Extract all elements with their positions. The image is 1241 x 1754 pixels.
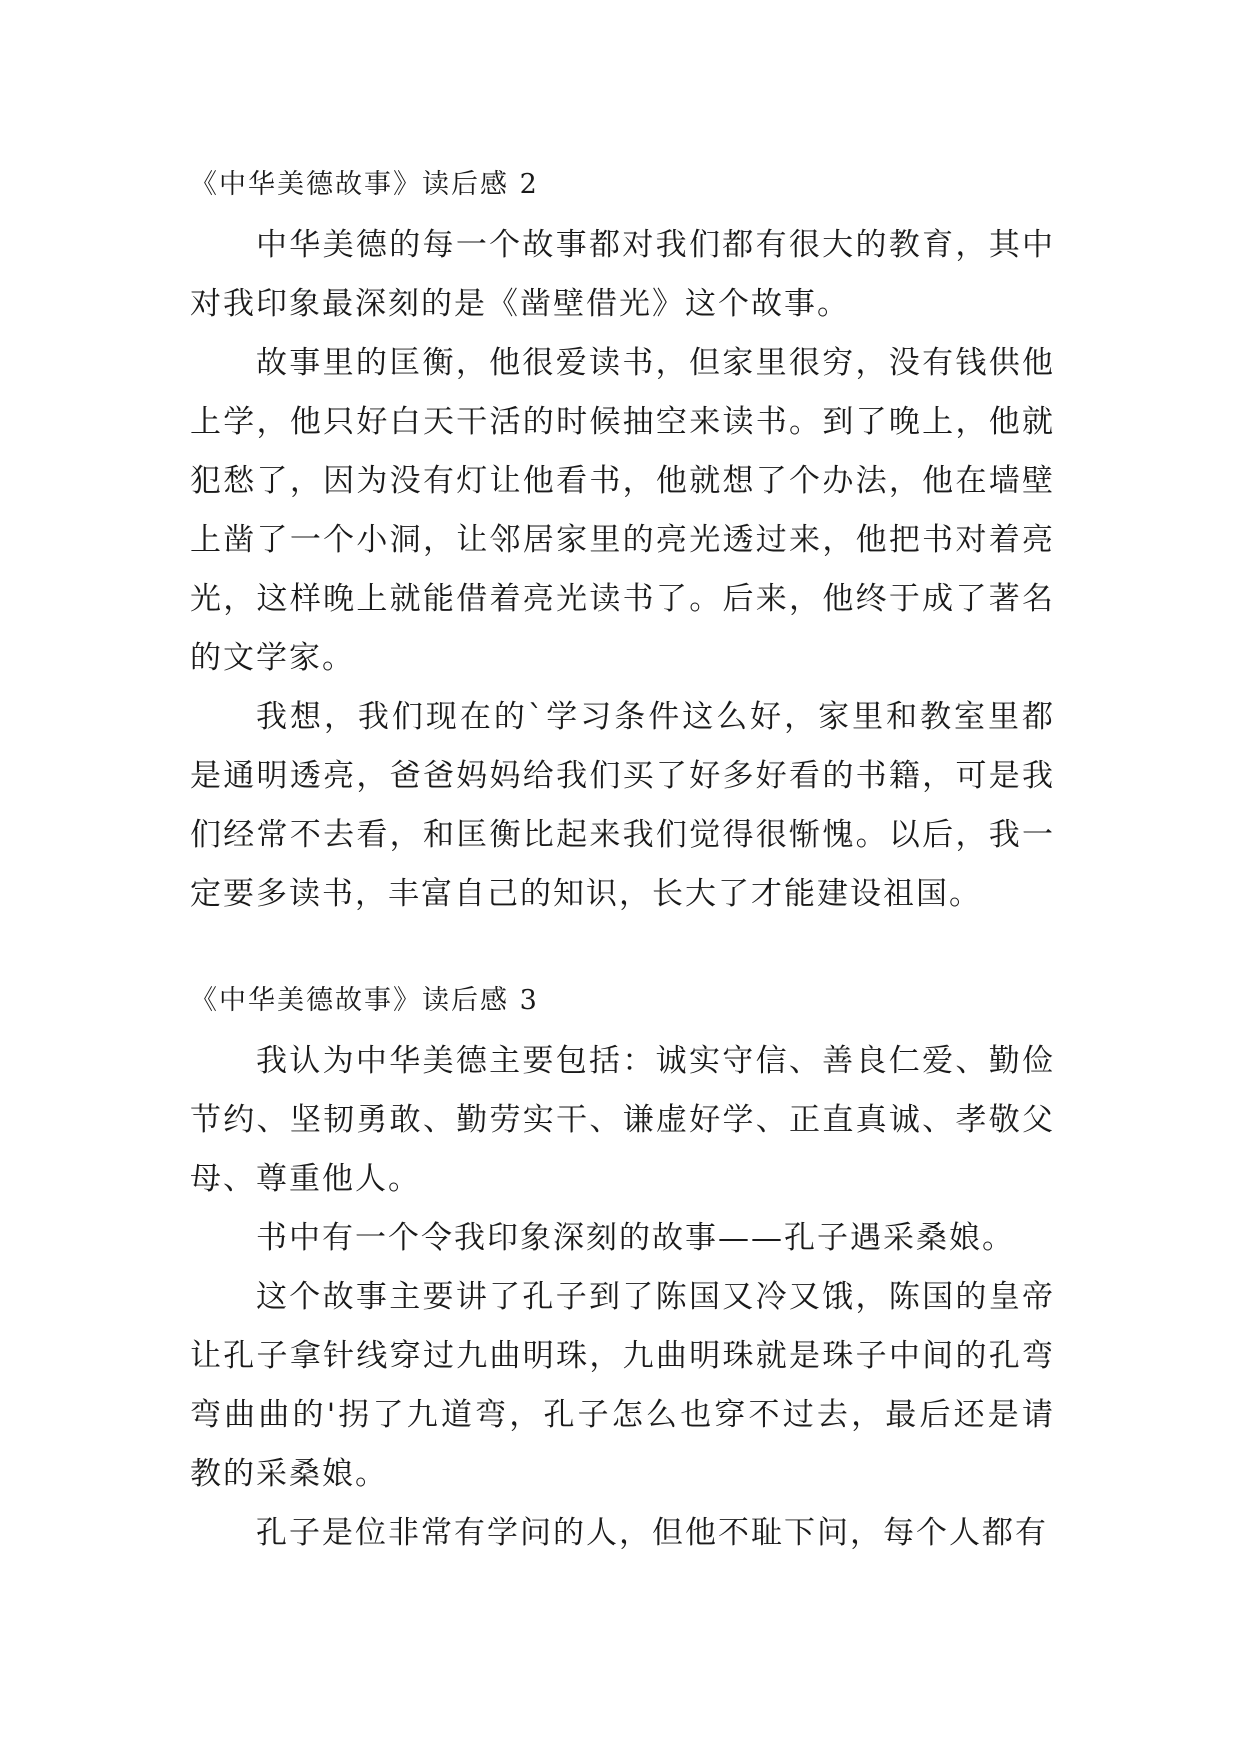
paragraph: 孔子是位非常有学问的人，但他不耻下问，每个人都有 [256, 1515, 1048, 1551]
essay-section-3 [190, 979, 1055, 1563]
paragraph: 这个故事主要讲了孔子到了陈国又冷又饿，陈国的皇帝让孔子拿针线穿过九曲明珠，九曲明珠就是珠子中间的孔弯弯曲曲的'拐了九道弯，孔子怎么也穿不过去，最后还是请教的采桑娘。 [190, 1279, 1055, 1492]
paragraph: 中华美德的每一个故事都对我们都有很大的教育，其中对我印象最深刻的是《凿壁借光》这个故事。 [190, 227, 1055, 322]
paragraph: 书中有一个令我印象深刻的故事——孔子遇采桑娘。 [256, 1220, 1015, 1256]
paragraph: 我想，我们现在的`学习条件这么好，家里和教室里都是通明透亮，爸爸妈妈给我们买了好多好看的书籍，可是我们经常不去看，和匡衡比起来我们觉得很惭愧。以后，我一定要多读书，丰富自己的知识，长大了才能建设祖国。 [190, 699, 1055, 912]
essay-section-2 [190, 163, 1055, 924]
section-heading: 《中华美德故事》读后感 2 [190, 169, 539, 200]
paragraph: 故事里的匡衡，他很爱读书，但家里很穷，没有钱供他上学，他只好白天干活的时候抽空来读书。到了晚上，他就犯愁了，因为没有灯让他看书，他就想了个办法，他在墙壁上凿了一个小洞，让邻居家里的亮光透过来，他把书对着亮光，这样晚上就能借着亮光读书了。后来，他终于成了著名的文学家。 [190, 345, 1055, 676]
paragraph: 我认为中华美德主要包括：诚实守信、善良仁爱、勤俭节约、坚韧勇敢、勤劳实干、谦虚好学、正直真诚、孝敬父母、尊重他人。 [190, 1043, 1055, 1197]
section-heading: 《中华美德故事》读后感 3 [190, 985, 539, 1016]
